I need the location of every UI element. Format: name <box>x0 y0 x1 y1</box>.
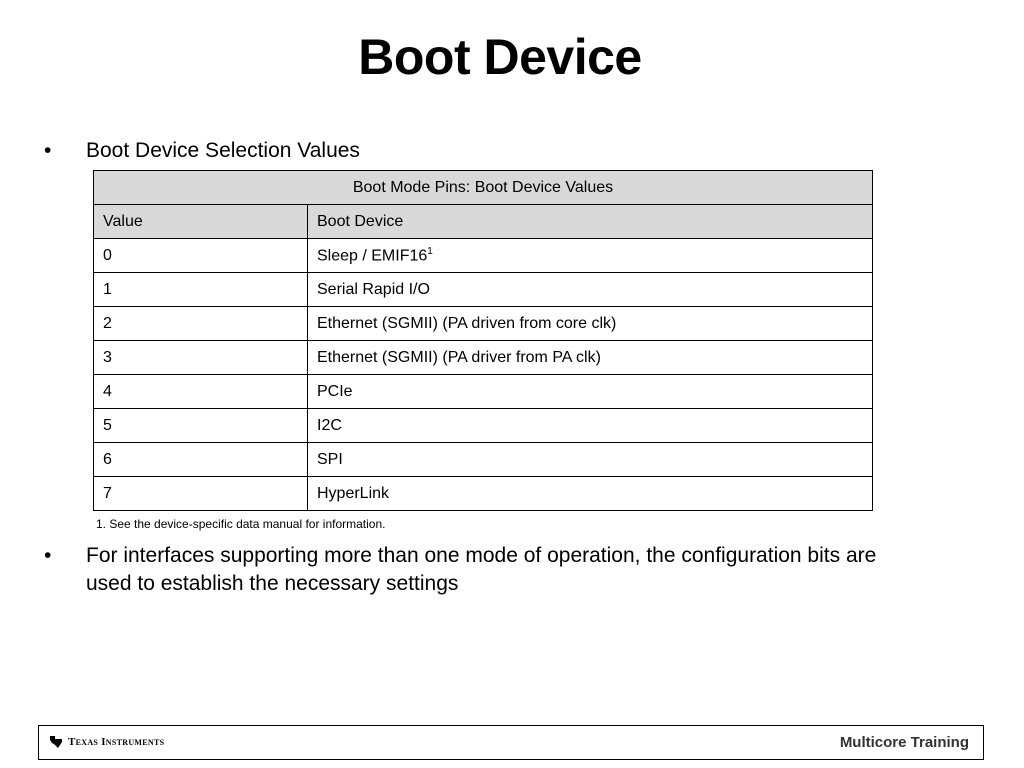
table-row <box>94 375 873 409</box>
footnote-marker: 1 <box>427 245 433 257</box>
bullet-1 <box>44 137 924 165</box>
slide-footer <box>38 725 984 760</box>
cell-value: 4 <box>94 375 308 409</box>
cell-value: 5 <box>94 409 308 443</box>
bullet-marker: • <box>44 139 52 162</box>
cell-boot-device: Ethernet (SGMII) (PA driven from core clk) <box>308 307 873 341</box>
bullet-2 <box>44 542 924 598</box>
cell-value: 0 <box>94 239 308 273</box>
cell-boot-device: I2C <box>308 409 873 443</box>
table-row <box>94 307 873 341</box>
texas-state-icon <box>49 735 63 749</box>
table-row <box>94 239 873 273</box>
cell-value: 1 <box>94 273 308 307</box>
column-header-value: Value <box>94 205 308 239</box>
cell-boot-device <box>308 239 873 273</box>
cell-boot-device: Ethernet (SGMII) (PA driver from PA clk) <box>308 341 873 375</box>
table-row <box>94 273 873 307</box>
cell-boot-device: Serial Rapid I/O <box>308 273 873 307</box>
table-row <box>94 409 873 443</box>
bullet-text: For interfaces supporting more than one mode of operation, the configuration bits are used to establish the necessary settings <box>86 544 877 595</box>
bullet-text: Boot Device Selection Values <box>86 139 360 162</box>
column-header-boot-device: Boot Device <box>308 205 873 239</box>
table-row <box>94 341 873 375</box>
cell-value: 2 <box>94 307 308 341</box>
cell-boot-device: SPI <box>308 443 873 477</box>
cell-boot-device: HyperLink <box>308 477 873 511</box>
cell-boot-device: PCIe <box>308 375 873 409</box>
table-row <box>94 477 873 511</box>
cell-value: 6 <box>94 443 308 477</box>
footer-course-title: Multicore Training <box>839 734 969 751</box>
cell-boot-device-text: Sleep / EMIF16 <box>317 247 428 265</box>
table-row <box>94 443 873 477</box>
slide-title: Boot Device <box>358 29 642 85</box>
ti-logo <box>49 735 164 749</box>
cell-value: 7 <box>94 477 308 511</box>
cell-value: 3 <box>94 341 308 375</box>
ti-logo-text: Texas Instruments <box>68 736 165 748</box>
boot-device-table <box>93 170 873 511</box>
table-caption: Boot Mode Pins: Boot Device Values <box>94 171 873 205</box>
bullet-marker: • <box>44 544 52 567</box>
table-footnote: 1. See the device-specific data manual for information. <box>96 517 386 531</box>
